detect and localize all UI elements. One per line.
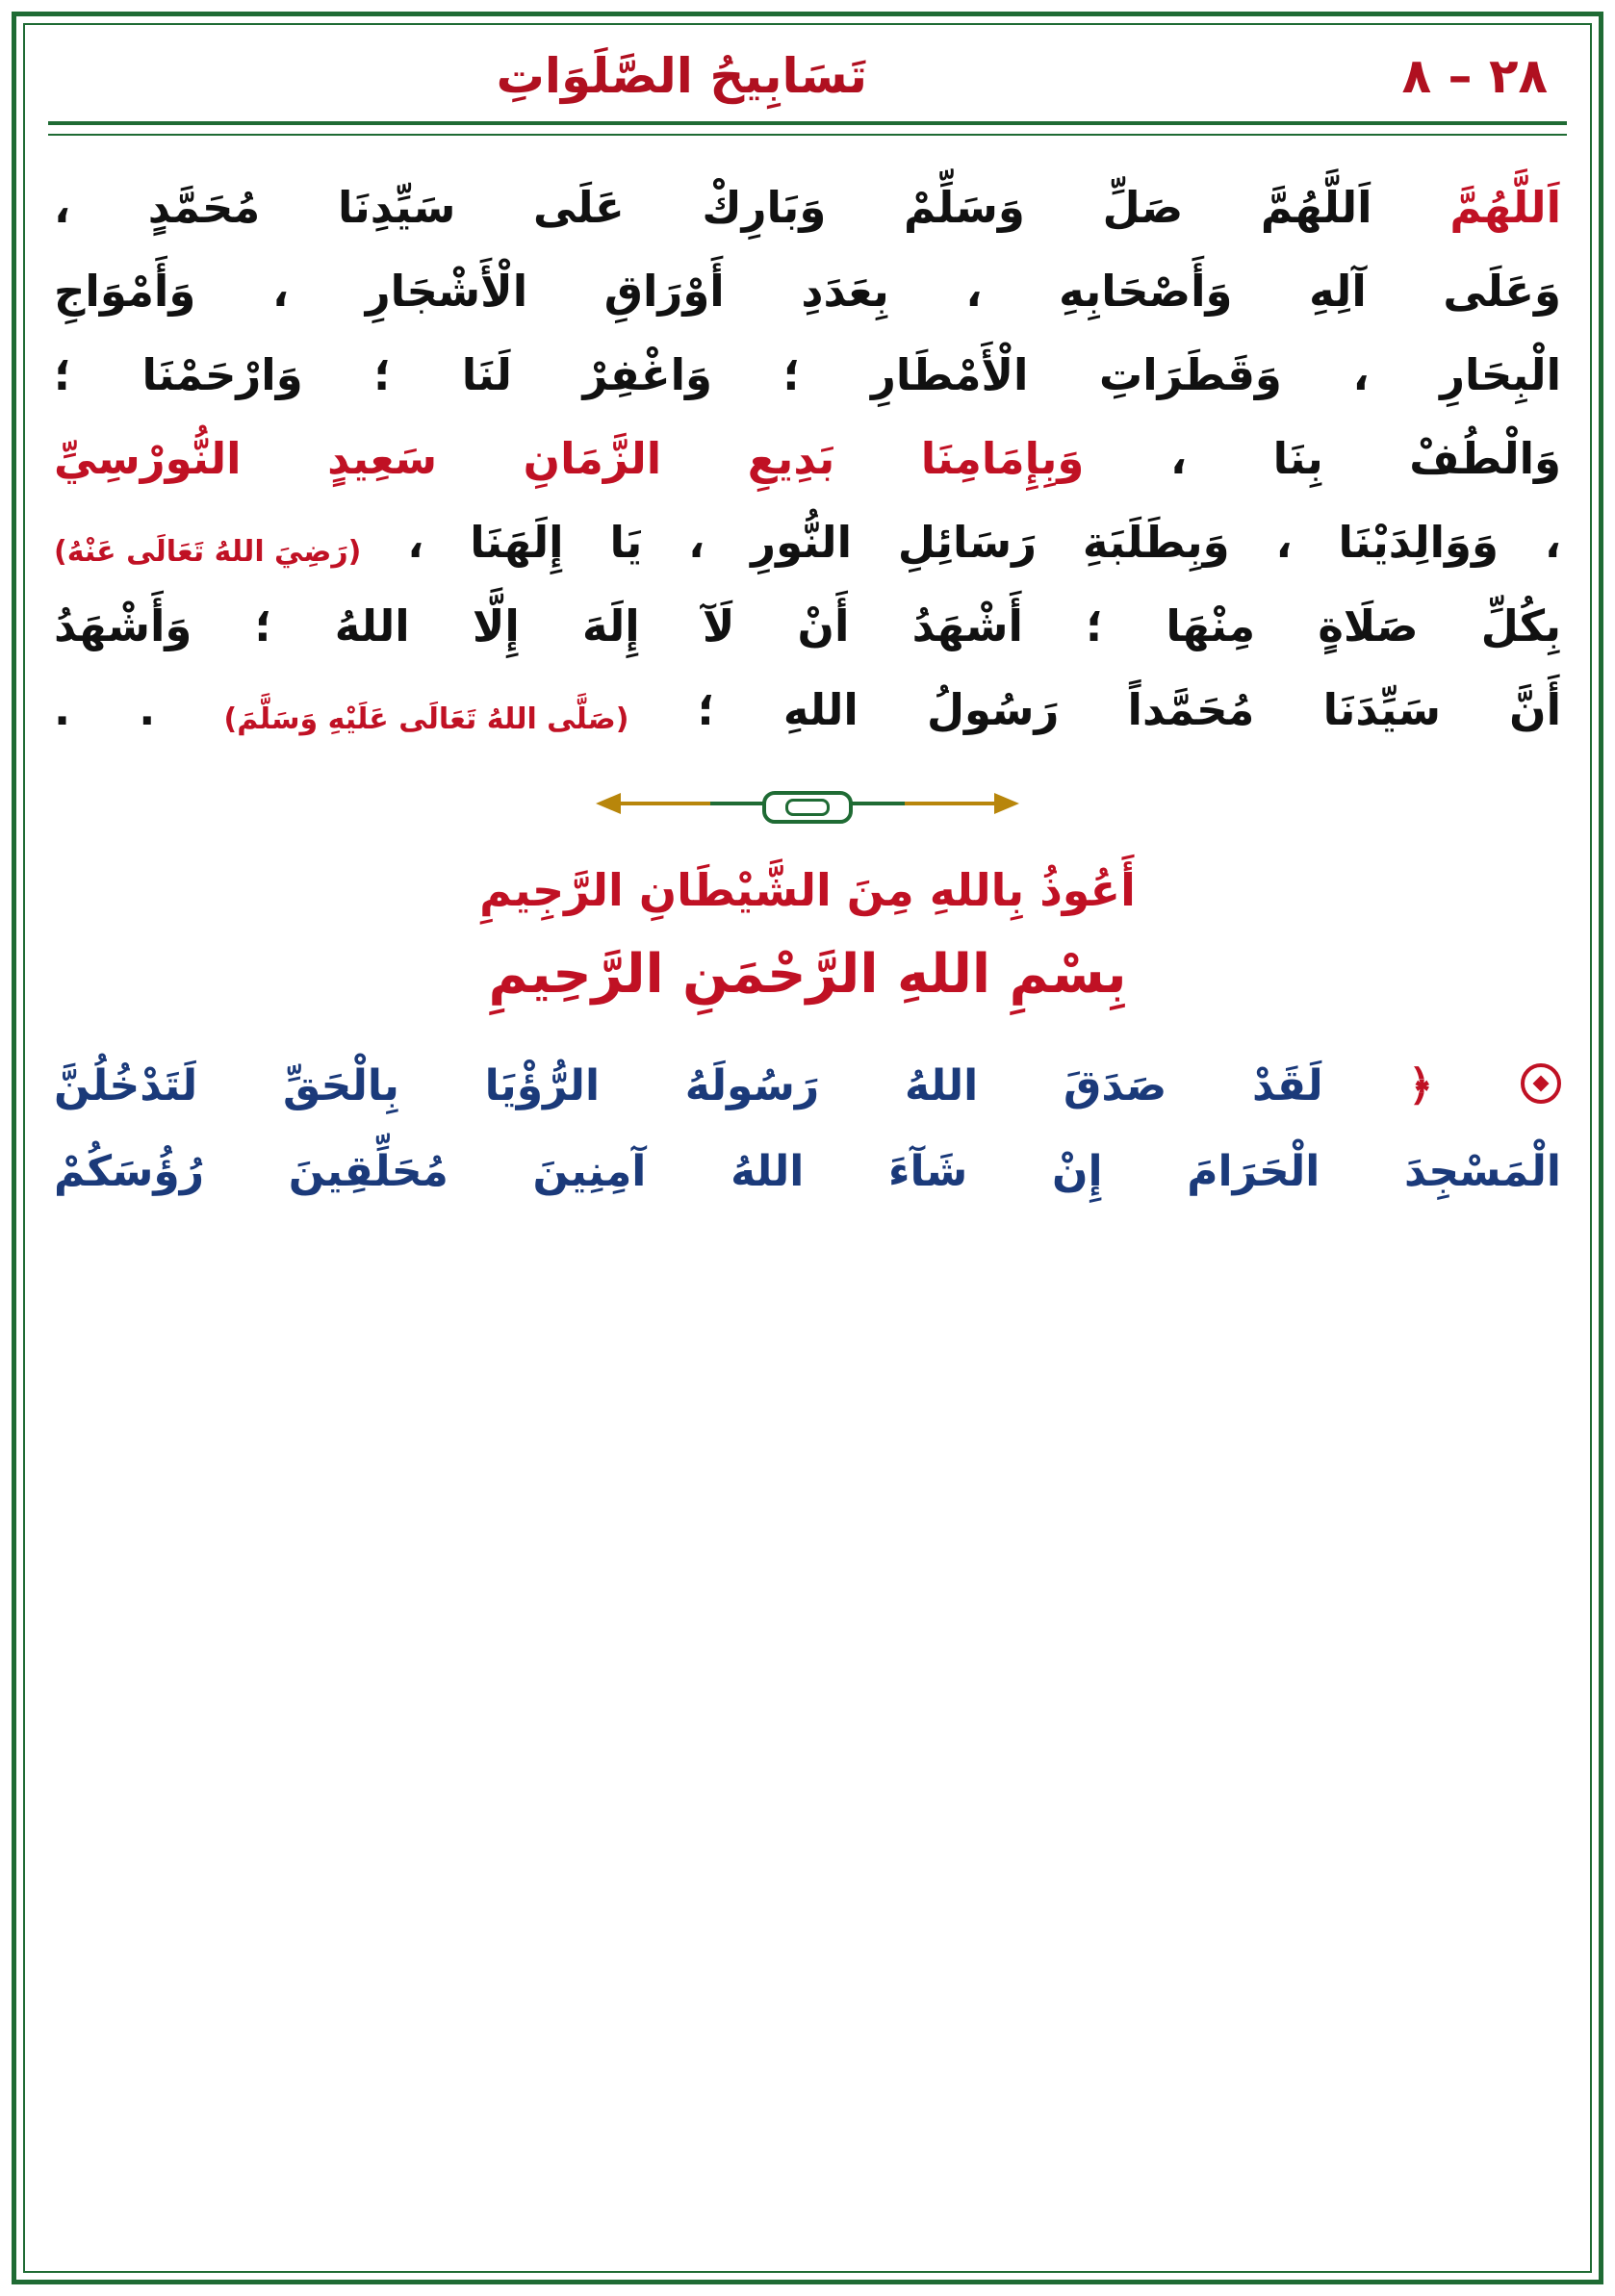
prayer-line-rest: ، وَوَالِدَيْنَا ، وَبِطَلَبَةِ رَسَائِلِ النُّورِ ، يَا إِلَهَنَا ،	[407, 517, 1561, 568]
prayer-line-rest: اَللَّهُمَّ صَلِّ وَسَلِّمْ وَبَارِكْ عَلَى سَيِّدِنَا مُحَمَّدٍ ،	[54, 182, 1372, 233]
ornament-knot-icon	[762, 791, 853, 824]
prayer-line	[54, 168, 1561, 246]
verse-open-bracket-icon: ﴿	[1408, 1061, 1434, 1110]
verse-line	[54, 1047, 1561, 1125]
page-number: ٢٨ – ٨	[1401, 48, 1548, 104]
prayer-line: بِكُلِّ صَلَاةٍ مِنْهَا ؛ أَشْهَدُ أَنْ لَآ إِلَهَ إِلَّا اللهُ ؛ وَأَشْهَدُ	[54, 600, 1561, 651]
prayer-line: الْبِحَارِ ، وَقَطَرَاتِ الْأَمْطَارِ ؛ وَاغْفِرْ لَنَا ؛ وَارْحَمْنَا ؛	[54, 349, 1561, 400]
header-divider	[48, 121, 1567, 136]
prayer-line-start: وَالْطُفْ بِنَا ،	[1169, 433, 1562, 484]
page-title: تَسَابِيحُ الصَّلَوَاتِ	[496, 48, 867, 104]
prayer-text	[54, 168, 1561, 749]
honorific-sallallahu-icon: (صَلَّى اللهُ تَعَالَى عَلَيْهِ وَسَلَّمَ)	[223, 702, 629, 736]
istiaadha-text: أَعُوذُ بِاللهِ مِنَ الشَّيْطَانِ الرَّجِيمِ	[479, 864, 1136, 916]
divider-ornament-icon	[605, 787, 1010, 820]
prayer-line	[54, 503, 1561, 581]
verse-line-text: لَقَدْ صَدَقَ اللهُ رَسُولَهُ الرُّؤْيَا بِالْحَقِّ لَتَدْخُلُنَّ	[54, 1061, 1323, 1110]
verse-start-rosette-icon	[1521, 1063, 1561, 1104]
trailing-dots: . .	[54, 684, 156, 735]
prayer-line	[54, 671, 1561, 749]
basmala-text: بِسْمِ اللهِ الرَّحْمَنِ الرَّحِيمِ	[488, 943, 1127, 1006]
page-content	[44, 38, 1571, 2267]
ornament-tip-right-icon	[994, 793, 1019, 814]
nursi-phrase: وَبِإِمَامِنَا بَدِيعِ الزَّمَانِ سَعِيدٍ النُّورْسِيِّ	[54, 433, 1085, 484]
verse-line: الْمَسْجِدَ الْحَرَامَ إِنْ شَآءَ اللهُ آمِنِينَ مُحَلِّقِينَ رُؤُسَكُمْ	[54, 1147, 1561, 1197]
quran-verse	[54, 1047, 1561, 1212]
prayer-opening-word: اَللَّهُمَّ	[1449, 182, 1561, 233]
prayer-line	[54, 420, 1561, 497]
honorific-radiyallahu-icon: (رَضِيَ اللهُ تَعَالَى عَنْهُ)	[54, 535, 362, 569]
page-header	[44, 38, 1571, 104]
prayer-line-rest: أَنَّ سَيِّدَنَا مُحَمَّداً رَسُولُ اللهِ ؛	[697, 684, 1561, 735]
ornament-tip-left-icon	[596, 793, 621, 814]
prayer-line: وَعَلَى آلِهِ وَأَصْحَابِهِ ، بِعَدَدِ أَوْرَاقِ الْأَشْجَارِ ، وَأَمْوَاجِ	[54, 266, 1561, 317]
